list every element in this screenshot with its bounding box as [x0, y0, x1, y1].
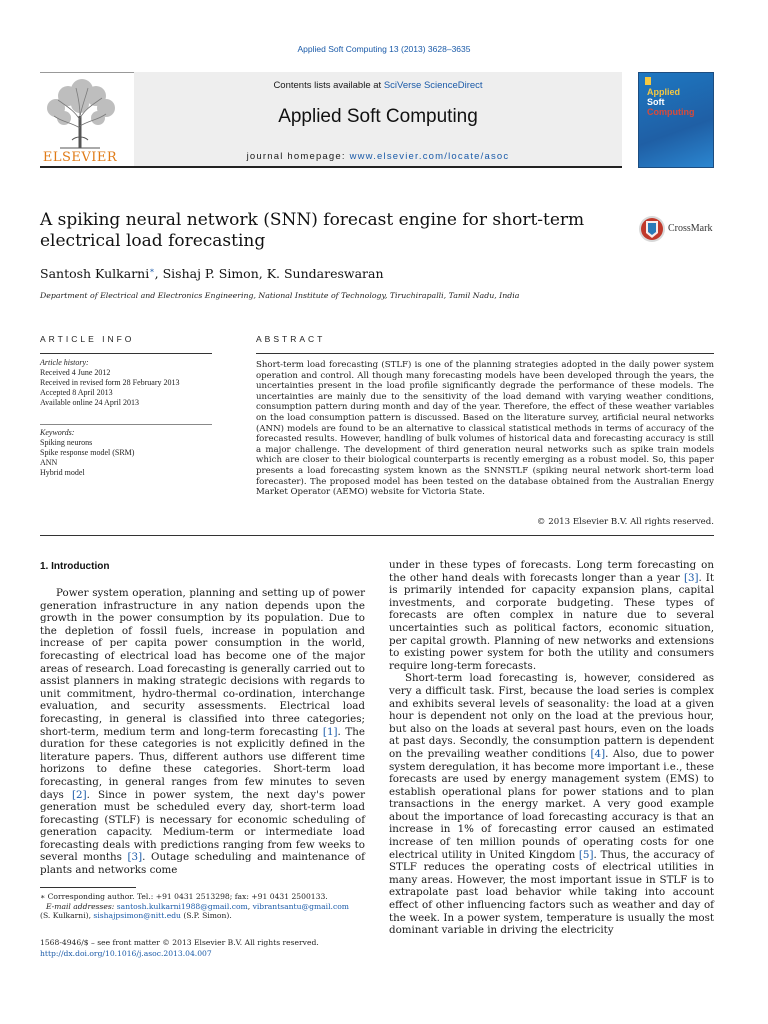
body-column-right — [389, 559, 714, 937]
text-run: . Thus, the accuracy of STLF reduces the operating costs of electrical utilities in many areas. However, the most important issue in STLF is to extrapolate past load behavior while taking into account effect of other influencing factors such as weather and day of the week. In a power system, temperature is usually the most dominant variable in driving the electricity — [389, 848, 714, 937]
citation-link[interactable]: [3] — [683, 571, 699, 584]
email-link[interactable]: santosh.kulkarni1988@gmail.com — [116, 901, 248, 911]
email-label: E-mail addresses: — [46, 901, 117, 911]
contents-prefix: Contents lists available at — [273, 80, 384, 91]
body-column-left — [40, 587, 365, 877]
history-revised: Received in revised form 28 February 2013 — [40, 378, 180, 387]
footnote-line-1 — [40, 892, 370, 902]
history-accepted: Accepted 8 April 2013 — [40, 388, 113, 397]
affiliation: Department of Electrical and Electronics Engineering, National Institute of Technology, Tiruchirapalli, Tamil Nadu, India — [40, 291, 520, 300]
intro-paragraph-continued — [389, 559, 714, 672]
keyword-item: ANN — [40, 458, 58, 467]
homepage-link[interactable]: www.elsevier.com/locate/asoc — [349, 151, 510, 162]
text-run: . It is primarily intended for capacity expansion plans, capital investments, and corporate budgeting. These types of forecasts are often complex in nature due to several uncertainties such as political factors, economic situation, per capital growth. Planning of new networks and extensions to existing power system for both the utility and consumers require long-term forecasts. — [389, 571, 714, 672]
paper-title: A spiking neural network (SNN) forecast engine for short-term electrical load forecasting — [40, 210, 585, 251]
sciencedirect-link[interactable]: SciVerse ScienceDirect — [383, 80, 483, 91]
cover-line-soft: Soft — [647, 97, 665, 107]
text-run: . Also, due to power system deregulation, it has become more important i.e., these forecasts are used by energy management system (EMS) to establish operational plans for power stations and to plan transactions in the energy market. A very good example about the importance of load forecasting accuracy is that an increase in 1% of forecasting error caused an estimated increase of ten million pounds of operating costs for one electrical utility in United Kingdom — [389, 747, 714, 861]
author-kulkarni: Santosh Kulkarni — [40, 266, 150, 282]
cover-line-applied: Applied — [647, 87, 680, 97]
abstract-bottom-rule — [40, 535, 714, 536]
intro-paragraph-1 — [40, 587, 365, 877]
keyword-item: Spike response model (SRM) — [40, 448, 135, 457]
intro-paragraph-2 — [389, 672, 714, 936]
citation-link[interactable]: [1] — [322, 725, 338, 738]
abstract-text: Short-term load forecasting (STLF) is one of the planning strategies adopted in the daily power system operation and control. All though many forecasting models have been developed through the years, the uncertainties present in the load profile significantly degrade the performance of these models. The uncertainties are mainly due to the sensitivity of the load demand with varying weather conditions, consumption pattern during month and day of the year. Therefore, the effect of these weather variables on the load consumption pattern is discussed. Based on the literature survey, artificial neural networks (ANN) models are found to be an alternative to classical statistical methods in terms of accuracy of the forecasted results. However, handling of bulk volumes of historical data and forecasting accuracy is still a major challenge. The development of third generation neural networks such as spike train models which are closer to their biological counterparts is recently emerging as a robust model. So, this paper presents a load forecasting system known as the SNNSTLF (spiking neural network short-term load forecaster). The proposed model has been tested on the database obtained from the Australian Energy Market Operator (AEMO) website for Victoria State. — [256, 360, 714, 498]
text-run: Power system operation, planning and setting up of power generation infrastructure in any nation depends upon the growth in the power consumption by its population. Due to the depletion of fossil fuels, increase in population and increase of per capita power consumption in the world, forecasting of electrical load has become one of the major areas of research. Load forecasting is generally carried out to assist planners in making strategic decisions with regards to unit commitment, hydro-thermal co-ordination, interchange evaluation, and security assessments. Electrical load forecasting, in general is classified into three categories; short-term, medium term and long-term forecasting — [40, 587, 365, 738]
cover-title — [647, 87, 695, 117]
article-history — [40, 358, 212, 408]
masthead-bottom-rule — [40, 166, 622, 168]
abstract-rule — [256, 353, 714, 354]
crossmark-badge[interactable] — [638, 212, 718, 246]
introduction-heading: 1. Introduction — [40, 561, 110, 572]
email-owner: (S.P. Simon). — [180, 911, 232, 921]
abstract-copyright: © 2013 Elsevier B.V. All rights reserved. — [536, 517, 714, 527]
publisher-name: ELSEVIER — [42, 150, 118, 165]
author-list — [40, 266, 384, 281]
keywords-rule — [40, 424, 212, 425]
keywords-label: Keywords: — [40, 428, 75, 437]
text-run: under in these types of forecasts. Long term forecasting on the other hand deals with forecasts longer than a year — [389, 559, 714, 584]
cover-line-computing: Computing — [647, 107, 695, 117]
footnote-line-2: E-mail addresses: santosh.kulkarni1988@gmail.com, vibrantsantu@gmail.com — [46, 901, 349, 911]
doi-link[interactable]: http://dx.doi.org/10.1016/j.asoc.2013.04.007 — [40, 949, 212, 958]
history-received: Received 4 June 2012 — [40, 368, 111, 377]
citation-link[interactable]: [5] — [578, 848, 594, 861]
citation-link[interactable]: [2] — [72, 788, 87, 801]
journal-title: Applied Soft Computing — [278, 106, 478, 127]
crossmark-icon — [638, 212, 666, 246]
journal-cover-image[interactable] — [638, 72, 714, 168]
footnote-rule — [40, 887, 136, 888]
journal-masthead — [40, 72, 622, 168]
keyword-item: Spiking neurons — [40, 438, 93, 447]
keywords-block — [40, 428, 212, 478]
cover-mark-icon — [645, 77, 651, 85]
email-owner: (S. Kulkarni), — [40, 911, 94, 921]
corresponding-author-mark[interactable]: ∗ — [149, 266, 155, 275]
email-link[interactable]: vibrantsantu@gmail.com — [252, 901, 349, 911]
citation-link[interactable]: [3] — [127, 851, 143, 864]
contents-line — [134, 80, 622, 91]
footnote-contact: Corresponding author. Tel.: +91 0431 2513298; fax: +91 0431 2500133. — [45, 892, 328, 901]
keyword-item: Hybrid model — [40, 468, 85, 477]
text-run: . Outage scheduling and maintenance of plants and networks come — [40, 851, 365, 877]
footnote-line-3 — [40, 911, 370, 921]
citation-link[interactable]: [4] — [590, 747, 606, 760]
issn-line: 1568-4946/$ – see front matter © 2013 Elsevier B.V. All rights reserved. — [40, 938, 319, 947]
text-run: . The duration for these categories is not explicitly defined in the literature papers. Thus, different authors use different time horizons to define these categories. Short-term load forecasting, in general ranges from few minutes to seven days — [40, 725, 365, 801]
footnote-mark: ∗ — [40, 892, 46, 901]
article-history-label: Article history: — [40, 358, 89, 367]
article-info-rule — [40, 353, 212, 354]
journal-homepage — [134, 151, 622, 162]
corresponding-author-footnote — [40, 892, 370, 921]
email-link[interactable]: sishajpsimon@nitt.edu — [93, 911, 181, 921]
crossmark-label: CrossMark — [668, 223, 713, 234]
author-others: , Sishaj P. Simon, K. Sundareswaran — [154, 266, 384, 282]
text-run: Short-term load forecasting is, however, considered as very a difficult task. First, because the load series is complex and exhibits several levels of seasonality: the load at a given hour is dependent not only on the load at the previous hour, but also on the loads at several past hours, even on the loads at past days. Secondly, the consumption pattern is dependent on the prevailing weather conditions — [389, 672, 714, 760]
publication-meta — [40, 937, 370, 959]
text-run: . Since in power system, the next day's power generation must be scheduled every day, short-term load forecasting (STLF) is necessary for economic scheduling of generation capacity. Medium-term or intermediate load forecasting deals with predictions ranging from few weeks to several months — [40, 788, 366, 864]
history-online: Available online 24 April 2013 — [40, 398, 139, 407]
abstract-heading: ABSTRACT — [256, 334, 326, 344]
journal-reference[interactable]: Applied Soft Computing 13 (2013) 3628–3635 — [297, 44, 471, 54]
homepage-prefix: journal homepage: — [246, 151, 350, 162]
article-info-heading: ARTICLE INFO — [40, 334, 135, 344]
